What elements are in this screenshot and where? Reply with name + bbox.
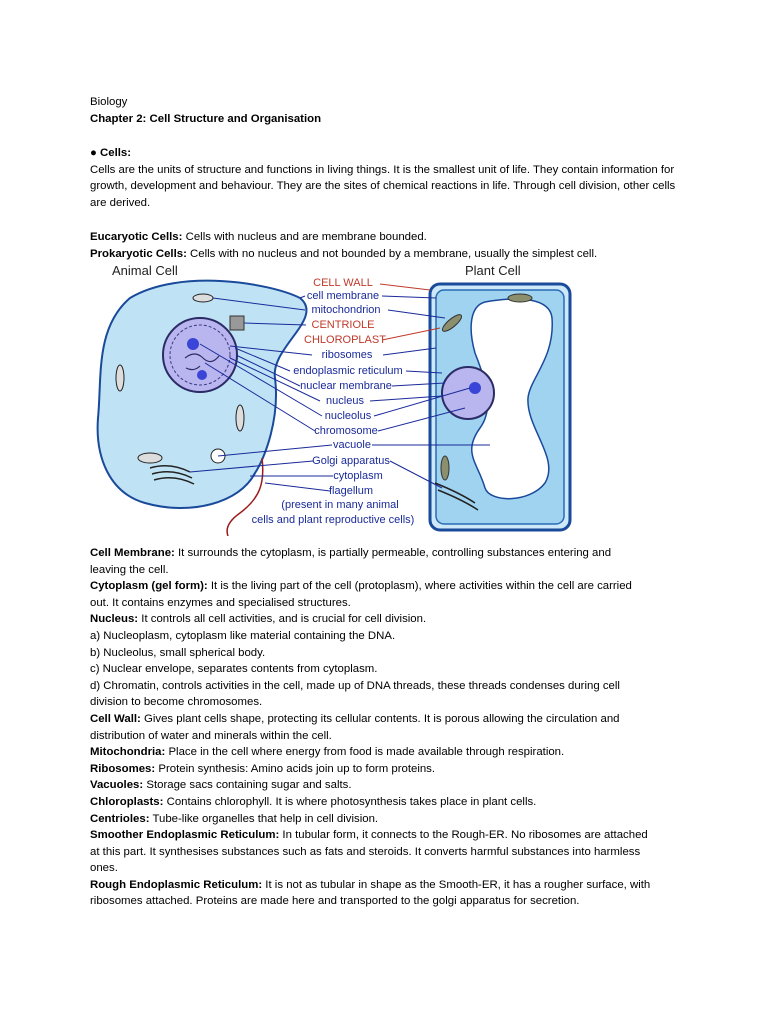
definition-term: Ribosomes: <box>90 762 156 775</box>
definition-line <box>90 827 680 844</box>
definition-text: b) Nucleolus, small spherical body. <box>90 646 266 659</box>
plant-nucleolus <box>469 382 481 394</box>
text-prokaryotic: Cells with no nucleus and not bounded by a membrane, usually the simplest cell. <box>186 247 598 260</box>
definition-line <box>90 744 680 761</box>
definition-text: c) Nuclear envelope, separates contents from cytoplasm. <box>90 663 378 676</box>
definition-line <box>90 578 680 595</box>
cell-diagram <box>90 258 680 536</box>
label-note-line-1: (present in many animal <box>281 499 399 511</box>
definition-text: Protein synthesis: Amino acids join up to form proteins. <box>155 762 436 775</box>
definition-line <box>90 728 680 745</box>
chapter-label: Chapter 2: <box>90 112 147 125</box>
definition-line <box>90 562 680 579</box>
label-nucleolus: nucleolus <box>324 410 372 422</box>
subject-title: Biology <box>90 96 128 108</box>
definition-term: Centrioles: <box>90 812 150 825</box>
plant-nucleus <box>442 367 494 419</box>
definition-term: Vacuoles: <box>90 779 144 792</box>
definition-text: at this part. It synthesises substances such as fats and steroids. It converts harmful substances into harmless <box>90 845 641 858</box>
definition-text: distribution of water and minerals within the cell. <box>90 729 332 742</box>
definition-text: ribosomes attached. Proteins are made here and transported to the golgi apparatus for secretion. <box>90 895 580 908</box>
definition-text: out. It contains enzymes and specialised structures. <box>90 596 351 609</box>
mitochondrion-shape <box>138 453 162 463</box>
definition-line <box>90 595 680 612</box>
definition-line <box>90 844 680 861</box>
definition-line <box>90 661 680 678</box>
label-ribosomes: ribosomes <box>321 349 373 361</box>
definition-text: In tubular form, it connects to the Rough-ER. No ribosomes are attached <box>279 829 648 842</box>
chapter-name: Cell Structure and Organisation <box>149 112 322 125</box>
definitions-list <box>90 545 680 910</box>
plant-cell-title: Plant Cell <box>465 263 521 278</box>
animal-nucleolus-2 <box>197 370 207 380</box>
term-eucaryotic: Eucaryotic Cells: <box>90 231 183 243</box>
text-eucaryotic: Cells with nucleus and are membrane bounded. <box>182 231 427 243</box>
definition-term: Chloroplasts: <box>90 795 164 808</box>
label-nucleus: nucleus <box>326 395 364 407</box>
cells-paragraph: Cells are the units of structure and functions in living things. It is the smallest unit of life. They contain information for growth, development and behaviour. They are the sites of chemical reactions in life. Through cell division, other cells are derived. <box>90 163 676 209</box>
cells-section <box>90 145 680 211</box>
label-chloroplast: CHLOROPLAST <box>304 334 386 346</box>
definition-text: It is the living part of the cell (protoplasm), where activities within the cell are carried <box>207 580 632 593</box>
definition-line <box>90 794 680 811</box>
animal-cell-body <box>98 281 307 508</box>
definition-text: d) Chromatin, controls activities in the cell, made up of DNA threads, these threads condenses during cell <box>90 679 620 692</box>
label-golgi-apparatus: Golgi apparatus <box>312 455 390 467</box>
mitochondrion-shape <box>236 405 244 431</box>
definition-term: Cell Wall: <box>90 712 141 725</box>
definition-line <box>90 761 680 778</box>
definition-term: Smoother Endoplasmic Reticulum: <box>90 829 280 842</box>
definition-text: Place in the cell where energy from food is made available through respiration. <box>165 746 565 759</box>
definition-text: ones. <box>90 862 118 875</box>
definition-line <box>90 860 680 877</box>
definition-line <box>90 611 680 628</box>
animal-nucleolus <box>187 338 199 350</box>
definition-line <box>90 678 680 695</box>
definition-text: It surrounds the cytoplasm, is partially permeable, controlling substances entering and <box>174 547 612 559</box>
definition-eucaryotic <box>90 229 680 246</box>
definition-term: Cytoplasm (gel form): <box>90 580 208 593</box>
definition-text: Storage sacs containing sugar and salts. <box>143 779 352 792</box>
definition-text: Tube-like organelles that help in cell division. <box>149 812 379 825</box>
label-cell-wall: CELL WALL <box>313 277 373 289</box>
document-header <box>90 94 680 127</box>
chapter-title <box>90 111 680 128</box>
definition-line <box>90 628 680 645</box>
definition-text: a) Nucleoplasm, cytoplasm like material containing the DNA. <box>90 629 396 642</box>
label-cytoplasm: cytoplasm <box>333 470 383 482</box>
definition-line <box>90 777 680 794</box>
mitochondrion-shape <box>193 294 213 302</box>
label-endoplasmic-reticulum: endoplasmic reticulum <box>293 365 403 377</box>
definition-text: division to become chromosomes. <box>90 696 263 709</box>
mitochondrion-shape <box>116 365 124 391</box>
definition-term: Mitochondria: <box>90 746 166 759</box>
definition-text: Contains chlorophyll. It is where photosynthesis takes place in plant cells. <box>163 795 537 808</box>
centriole-shape <box>230 316 244 330</box>
label-flagellum: flagellum <box>328 485 374 497</box>
definition-line <box>90 711 680 728</box>
chloroplast-shape <box>508 294 532 302</box>
chloroplast-shape <box>441 456 449 480</box>
definition-line <box>90 645 680 662</box>
definition-line <box>90 811 680 828</box>
cells-heading: ● Cells: <box>90 147 132 159</box>
animal-cell-title: Animal Cell <box>112 263 178 278</box>
label-nuclear-membrane: nuclear membrane <box>300 380 392 392</box>
label-chromosome: chromosome <box>314 425 378 437</box>
definition-term: Rough Endoplasmic Reticulum: <box>90 878 263 891</box>
term-prokaryotic: Prokaryotic Cells: <box>90 247 187 260</box>
definition-term: Cell Membrane: <box>90 547 175 559</box>
label-centriole: CENTRIOLE <box>311 319 375 331</box>
definition-text: It controls all cell activities, and is crucial for cell division. <box>138 613 427 626</box>
definition-line <box>90 877 680 894</box>
definition-text: leaving the cell. <box>90 563 169 576</box>
label-note-line-2: cells and plant reproductive cells) <box>251 514 415 526</box>
definition-text: It is not as tubular in shape as the Smooth-ER, it has a rougher surface, with <box>262 878 651 891</box>
definition-line <box>90 545 680 562</box>
definition-text: Gives plant cells shape, protecting its cellular contents. It is porous allowing the circulation and <box>140 712 620 725</box>
label-mitochondrion: mitochondrion <box>311 304 381 316</box>
label-cell-membrane: cell membrane <box>306 290 380 302</box>
label-vacuole: vacuole <box>333 439 371 451</box>
definition-line <box>90 694 680 711</box>
definition-line <box>90 893 680 910</box>
definition-term: Nucleus: <box>90 613 139 626</box>
